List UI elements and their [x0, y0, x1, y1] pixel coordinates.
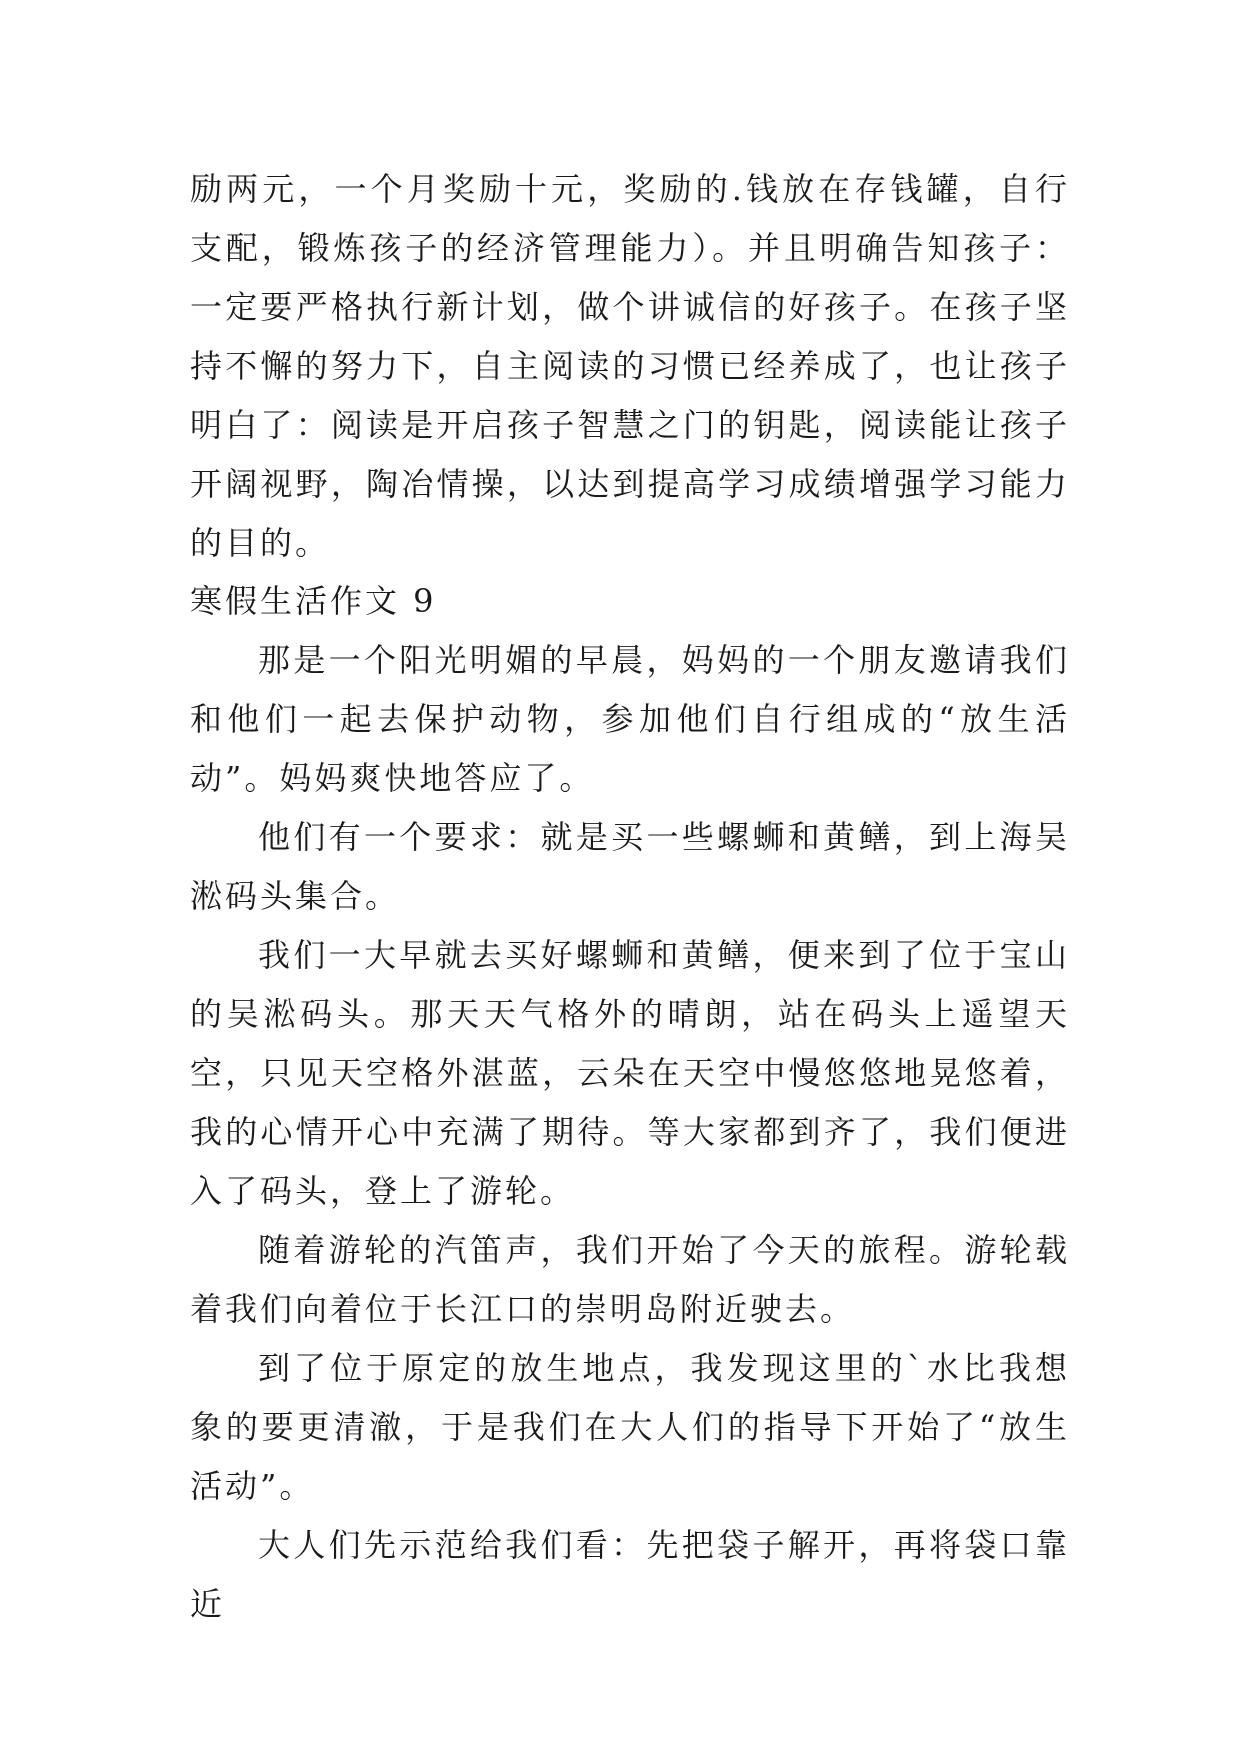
essay-paragraph: 大人们先示范给我们看：先把袋子解开，再将袋口靠近 — [190, 1526, 1070, 1623]
essay-paragraph: 随着游轮的汽笛声，我们开始了今天的旅程。游轮载着我们向着位于长江口的崇明岛附近驶去。 — [190, 1231, 1070, 1328]
essay-body — [190, 631, 1070, 1634]
essay-paragraph: 他们有一个要求：就是买一些螺蛳和黄鳝，到上海吴淞码头集合。 — [190, 818, 1070, 915]
continuation-paragraph: 励两元，一个月奖励十元，奖励的.钱放在存钱罐，自行支配，锻炼孩子的经济管理能力）。并且明确告知孩子：一定要严格执行新计划，做个讲诚信的好孩子。在孩子坚持不懈的努力下，自主阅读的习惯已经养成了，也让孩子明白了：阅读是开启孩子智慧之门的钥匙，阅读能让孩子开阔视野，陶冶情操，以达到提高学习成绩增强学习能力的目的。 — [190, 170, 1070, 562]
essay-paragraph: 到了位于原定的放生地点，我发现这里的`水比我想象的要更清澈，于是我们在大人们的指导下开始了“放生活动”。 — [190, 1349, 1070, 1505]
essay-paragraph: 那是一个阳光明媚的早晨，妈妈的一个朋友邀请我们和他们一起去保护动物，参加他们自行组成的“放生活动”。妈妈爽快地答应了。 — [190, 641, 1070, 797]
essay-title: 寒假生活作文 9 — [190, 582, 437, 620]
essay-paragraph: 我们一大早就去买好螺蛳和黄鳝，便来到了位于宝山的吴淞码头。那天天气格外的晴朗，站在码头上遥望天空，只见天空格外湛蓝，云朵在天空中慢悠悠地晃悠着，我的心情开心中充满了期待。等大家都到齐了，我们便进入了码头，登上了游轮。 — [190, 936, 1070, 1210]
previous-essay-ending — [190, 160, 1070, 573]
